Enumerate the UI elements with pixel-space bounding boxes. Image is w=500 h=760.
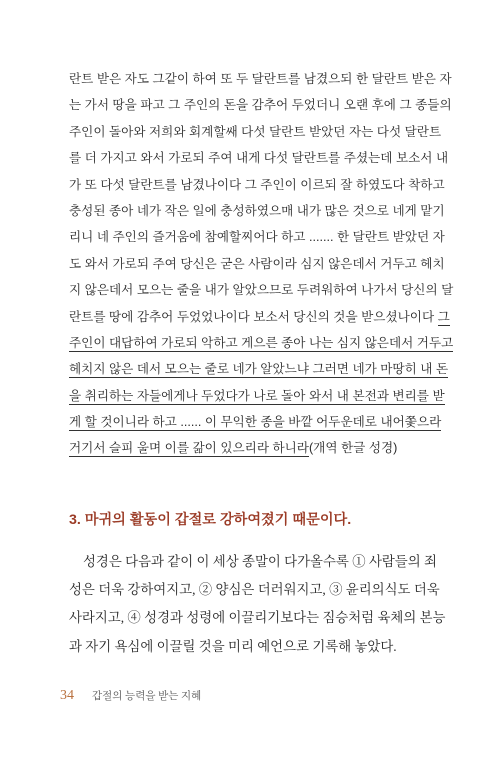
quote-line-underlined	[69, 356, 449, 382]
quote-line: 를 더 가지고 와서 가로되 주여 내게 다섯 달란트를 주셨는데 보소서 내	[69, 151, 449, 166]
scripture-quote	[69, 66, 454, 462]
underlined-text: 거기서 슬피 울며 이를 갊이 있으리라 하니라	[69, 441, 309, 456]
quote-line-last	[69, 435, 413, 461]
quote-line: 란트 받은 자도 그같이 하여 또 두 달란트를 남겼으되 한 달란트 받은 자	[69, 72, 452, 86]
underlined-text: 그	[437, 309, 450, 324]
quote-line	[69, 304, 450, 330]
quote-line-underlined	[69, 409, 442, 435]
body-line: 사라지고, ④ 성경과 성령에 이끌리기보다는 짐승처럼 육체의 본능	[69, 610, 446, 626]
underlined-text: 주인이 대답하여 가로되 악하고 게으른 종아 나는 심지 않은데서 거두고	[69, 335, 454, 350]
quote-line: 충성된 종아 네가 작은 일에 충성하였으매 내가 많은 것으로 네게 맡기	[69, 203, 445, 218]
underlined-text: 을 취리하는 자들에게나 두었다가 나로 돌아 와서 내 본전과 변리를 받	[69, 388, 445, 403]
body-line: 과 자기 욕심에 이끌릴 것을 미리 예언으로 기록해 놓았다.	[69, 638, 397, 654]
quote-line: 지 않은데서 모으는 줄을 내가 알았으므로 두려워하여 나가서 당신의 달	[69, 283, 454, 298]
underlined-text: 게 할 것이니라 하고 ...... 이 무익한 종을 바깥 어두운데로 내어쫓으라	[69, 415, 442, 430]
quote-line: 도 와서 가로되 주여 당신은 굳은 사람이라 심지 않은데서 거두고 헤치	[69, 256, 445, 271]
quote-source: (개역 한글 성경)	[308, 441, 398, 456]
underlined-text: 헤치지 않은 데서 모으는 줄로 네가 알았느냐 그러면 네가 마땅히 내 돈	[69, 362, 449, 377]
running-title: 갑절의 능력을 받는 지혜	[92, 691, 202, 702]
page-footer	[60, 686, 201, 704]
quote-line: 리니 네 주인의 즐거움에 참예할찌어다 하고 ....... 한 달란트 받았던 자	[69, 230, 445, 245]
quote-line: 는 가서 땅을 파고 그 주인의 돈을 감추어 두었더니 오랜 후에 그 종들의	[69, 98, 452, 113]
quote-line: 주인이 돌아와 저희와 회계할쌔 다섯 달란트 받았던 자는 다섯 달란트	[69, 124, 442, 139]
quote-line: 가 또 다섯 달란트를 남겼나이다 그 주인이 이르되 잘 하였도다 착하고	[69, 177, 445, 192]
body-line: 성은 더욱 강하여지고, ② 양심은 더러워지고, ③ 윤리의식도 더욱	[69, 582, 440, 598]
body-line: 성경은 다음과 같이 이 세상 종말이 다가올수록 ① 사람들의 죄	[83, 554, 437, 569]
body-paragraph	[69, 548, 446, 661]
quote-line-underlined	[69, 330, 454, 356]
quote-text: 란트를 땅에 감추어 두었었나이다 보소서 당신의 것을 받으셨나이다	[69, 309, 438, 324]
section-heading: 3. 마귀의 활동이 갑절로 강하여졌기 때문이다.	[69, 512, 352, 528]
page-number: 34	[60, 688, 74, 703]
quote-line-underlined	[69, 383, 445, 409]
